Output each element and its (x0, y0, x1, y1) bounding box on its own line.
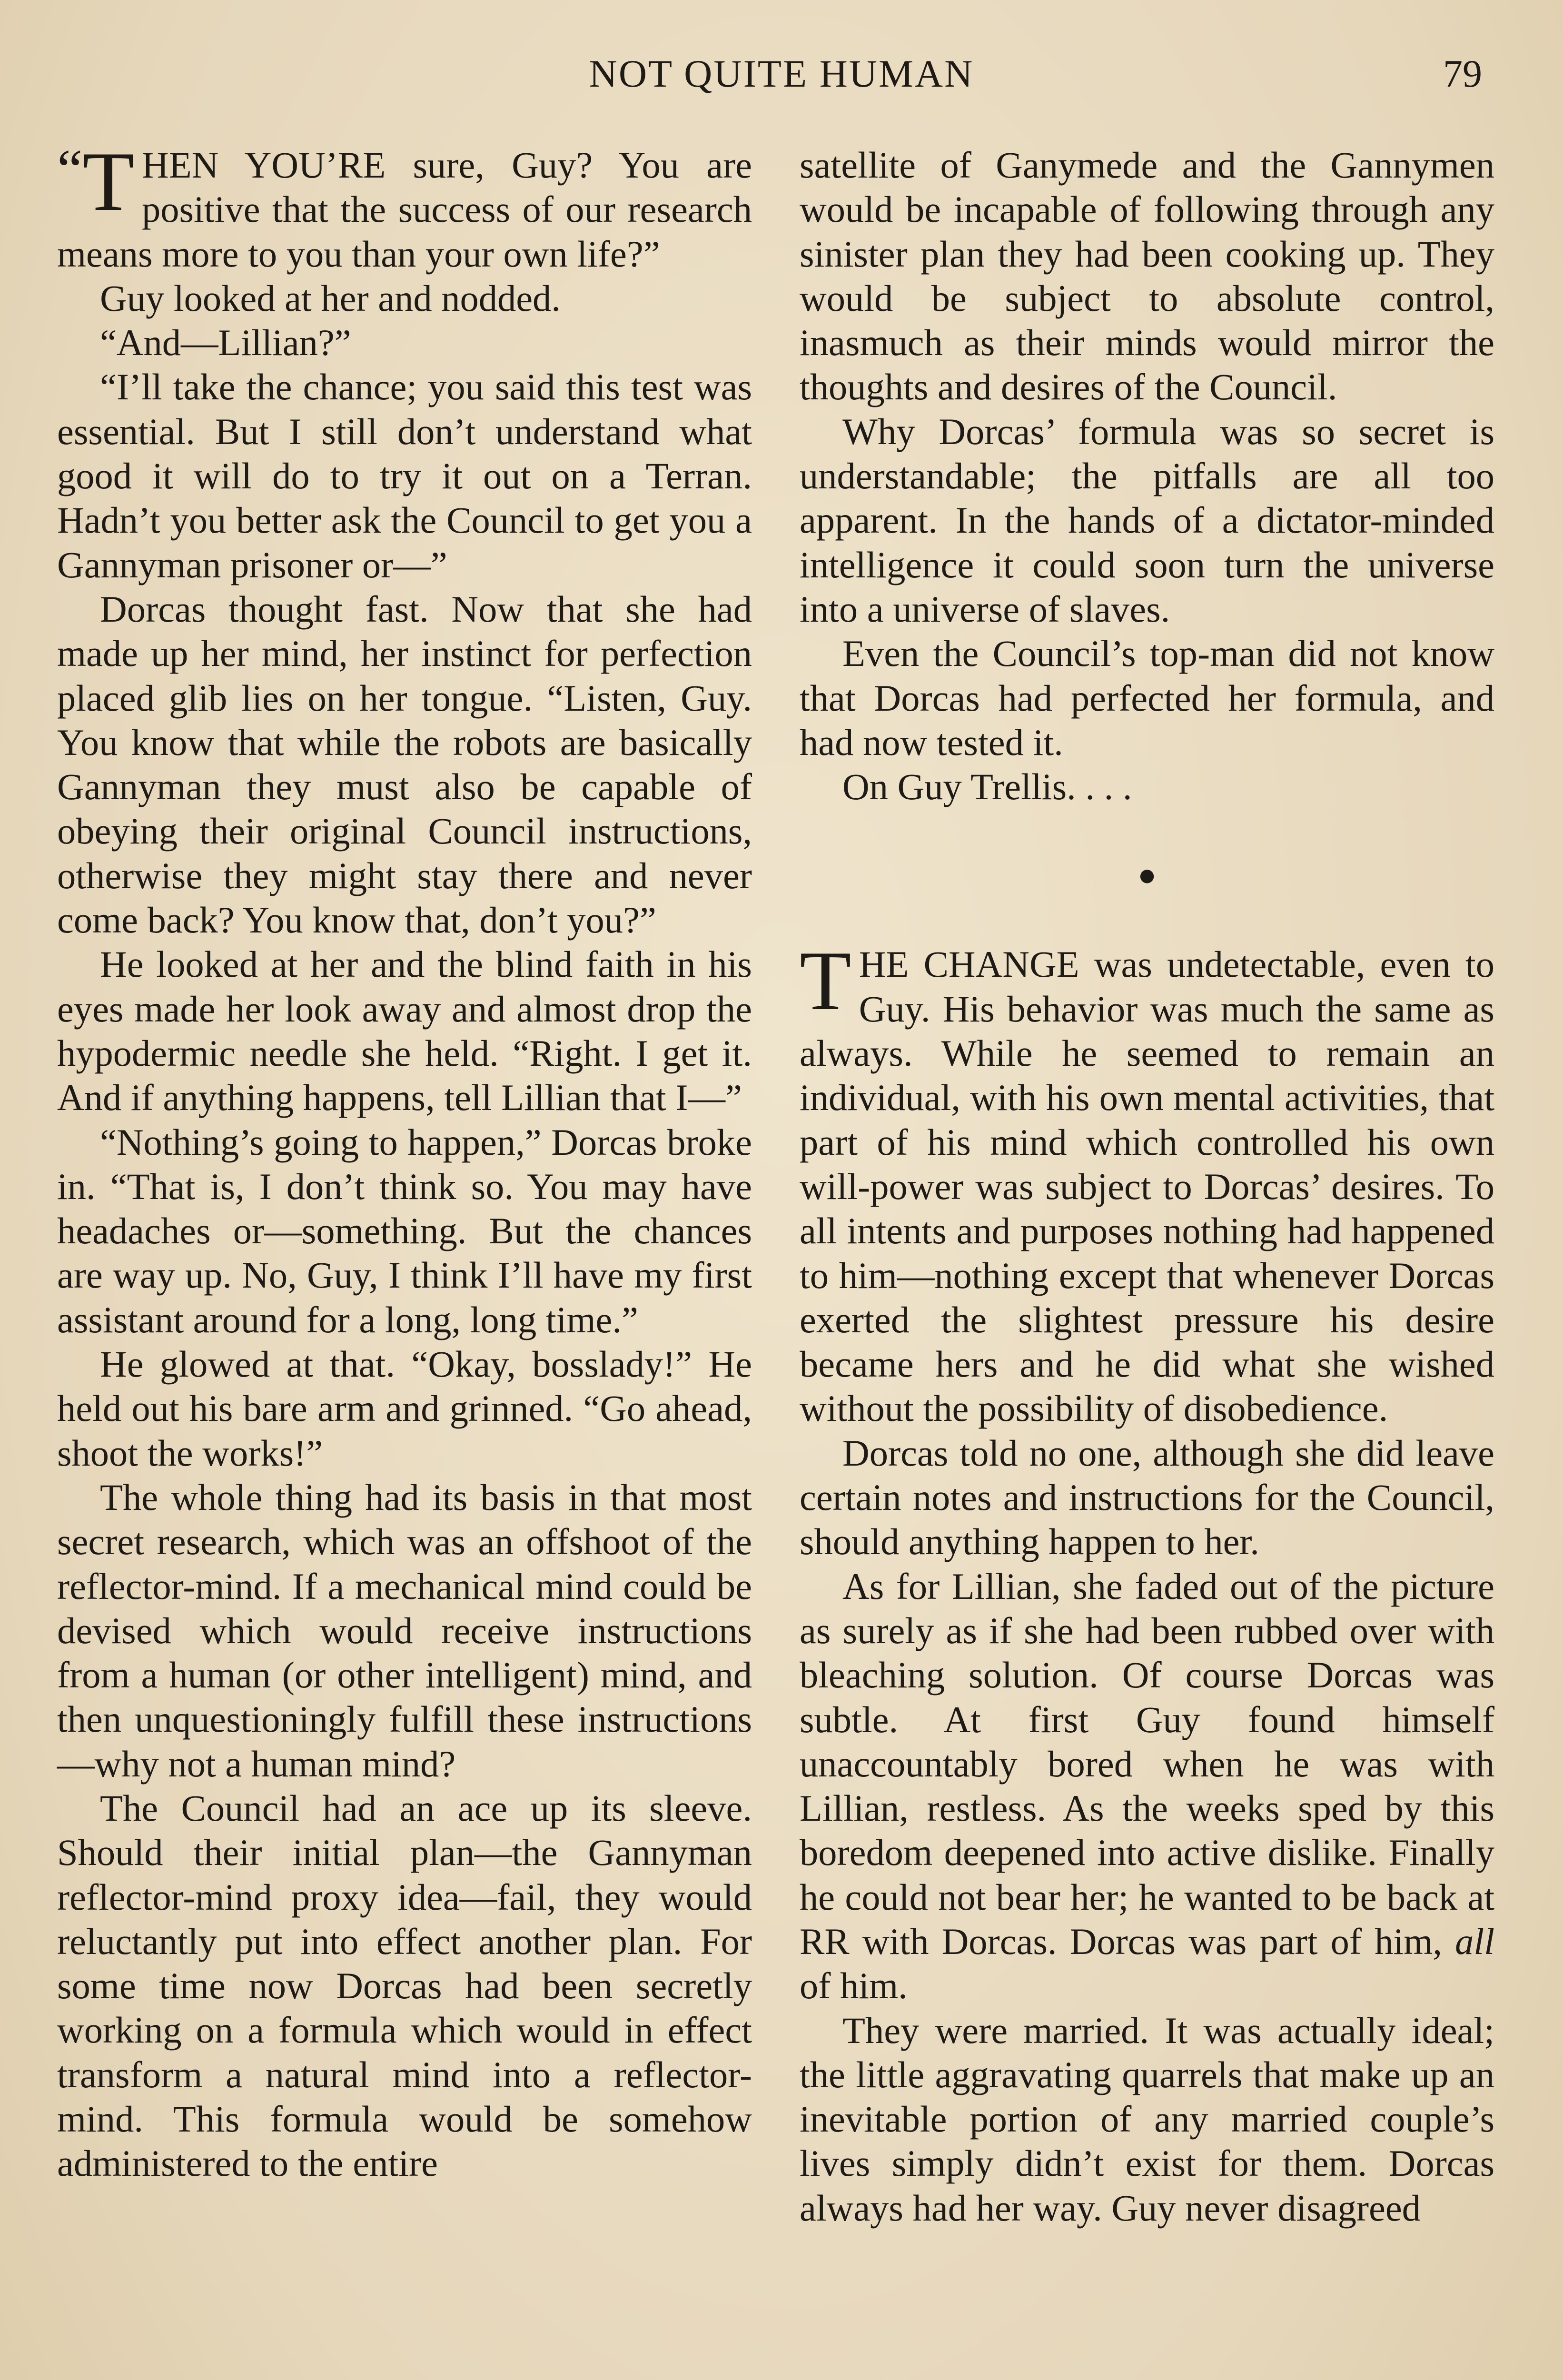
page-number: 79 (1443, 52, 1482, 95)
paragraph: The Council had an ace up its sleeve. Should their initial plan—the Gannyman reflector-mind proxy idea—fail, they would reluctantly put into effect another plan. For some time now Dorcas had been secretly working on a formula which would in effect transform a natural mind into a reflector-mind. This formula would be somehow administered to the entire (57, 1787, 752, 2184)
paragraph: He looked at her and the blind faith in his eyes made her look away and almost drop the hypodermic needle she held. “Right. I get it. And if anything happens, tell Lillian that I—” (57, 943, 752, 1119)
opening-paragraph (57, 134, 752, 276)
paragraph: “I’ll take the chance; you said this test was essential. But I still don’t understand what good it will do to try it out on a Terran. Hadn’t you better ask the Council to get you a Gannyman prisoner or—” (57, 366, 752, 585)
continued-paragraph: satellite of Ganymede and the Gannymen would be incapable of following through any sinister plan they had been cooking up. They would be subject to absolute control, inasmuch as their minds would mirror the thoughts and desires of the Council. (800, 144, 1494, 408)
section-opening-paragraph (800, 933, 1494, 1430)
paragraph: “And—Lillian?” (100, 322, 351, 364)
paragraph: They were married. It was actually ideal; the little aggravating quarrels that make up an inevitable portion of any married couple’s lives simply didn’t exist for them. Dorcas always had her way. Guy never disagreed (800, 2009, 1494, 2229)
paragraph: “Nothing’s going to happen,” Dorcas broke in. “That is, I don’t think so. You may have headaches or—something. But the chances are way up. No, Guy, I think I’ll have my first assistant around for a long, long time.” (57, 1121, 752, 1340)
paragraph: He glowed at that. “Okay, bosslady!” He held out his bare arm and grinned. “Go ahead, shoot the works!” (57, 1343, 752, 1474)
page-header (0, 45, 1563, 102)
emphasis-text: all (1455, 1920, 1495, 1962)
paragraph: Dorcas thought fast. Now that she had made up her mind, her instinct for perfection placed glib lies on her tongue. “Listen, Guy. You know that while the robots are basically Gannyman they must also be capable of obeying their original Council instructions, otherwise they might stay there and never come back? You know that, don’t you?” (57, 588, 752, 941)
drop-cap-letter: T (800, 933, 851, 1028)
paragraph: Why Dorcas’ formula was so secret is understandable; the pitfalls are all too apparent. In the hands of a dictator-minded intelligence it could soon turn the universe into a universe of slaves. (800, 410, 1494, 630)
paragraph (800, 1564, 1494, 2008)
paragraph: Even the Council’s top-man did not know that Dorcas had perfected her formula, and had now tested it. (800, 633, 1494, 763)
drop-cap (57, 134, 134, 228)
drop-cap-quote: “ (57, 138, 83, 201)
paragraph-text: As for Lillian, she faded out of the picture as surely as if she had been rubbed over with bleaching solution. Of course Dorcas was subtle. At first Guy found himself unaccountably bored when he was with Lillian, restless. As the weeks sped by this boredom deepened into active dislike. Finally he could not bear her; he wanted to be back at RR with Dorcas. Dorcas was part of him, (800, 1565, 1494, 1962)
paragraph-text: HE CHANGE was undetectable, even to Guy. His behavior was much the same as always. While he seemed to remain an individual, with his own mental activities, that part of his mind which controlled his own will-power was subject to Dorcas’ desires. To all intents and purposes nothing had happened to him—nothing except that whenever Dorcas exerted the slightest pressure his desire became hers and he did what she wished without the possibility of disobedience. (800, 943, 1494, 1429)
paragraph: On Guy Trellis. . . . (842, 766, 1132, 808)
right-column (800, 143, 1494, 2230)
paragraph: Guy looked at her and nodded. (100, 277, 561, 319)
left-column (57, 134, 752, 2186)
running-title: NOT QUITE HUMAN (589, 52, 974, 95)
drop-cap-letter: T (82, 134, 134, 228)
paragraph-text: HEN YOU’RE sure, Guy? You are positive that the success of our research means more to you than your own life?” (57, 144, 752, 275)
paragraph: Dorcas told no one, although she did leave certain notes and instructions for the Council, should anything happen to her. (800, 1432, 1494, 1563)
paragraph-text-end: of him. (800, 1965, 908, 2007)
paragraph: The whole thing had its basis in that most secret research, which was an offshoot of the reflector-mind. If a mechanical mind could be devised which would receive instructions from a human (or other intelligent) mind, and then unquestioningly fulfill these instructions—why not a human mind? (57, 1476, 752, 1785)
section-separator-dot: ● (1138, 858, 1157, 893)
